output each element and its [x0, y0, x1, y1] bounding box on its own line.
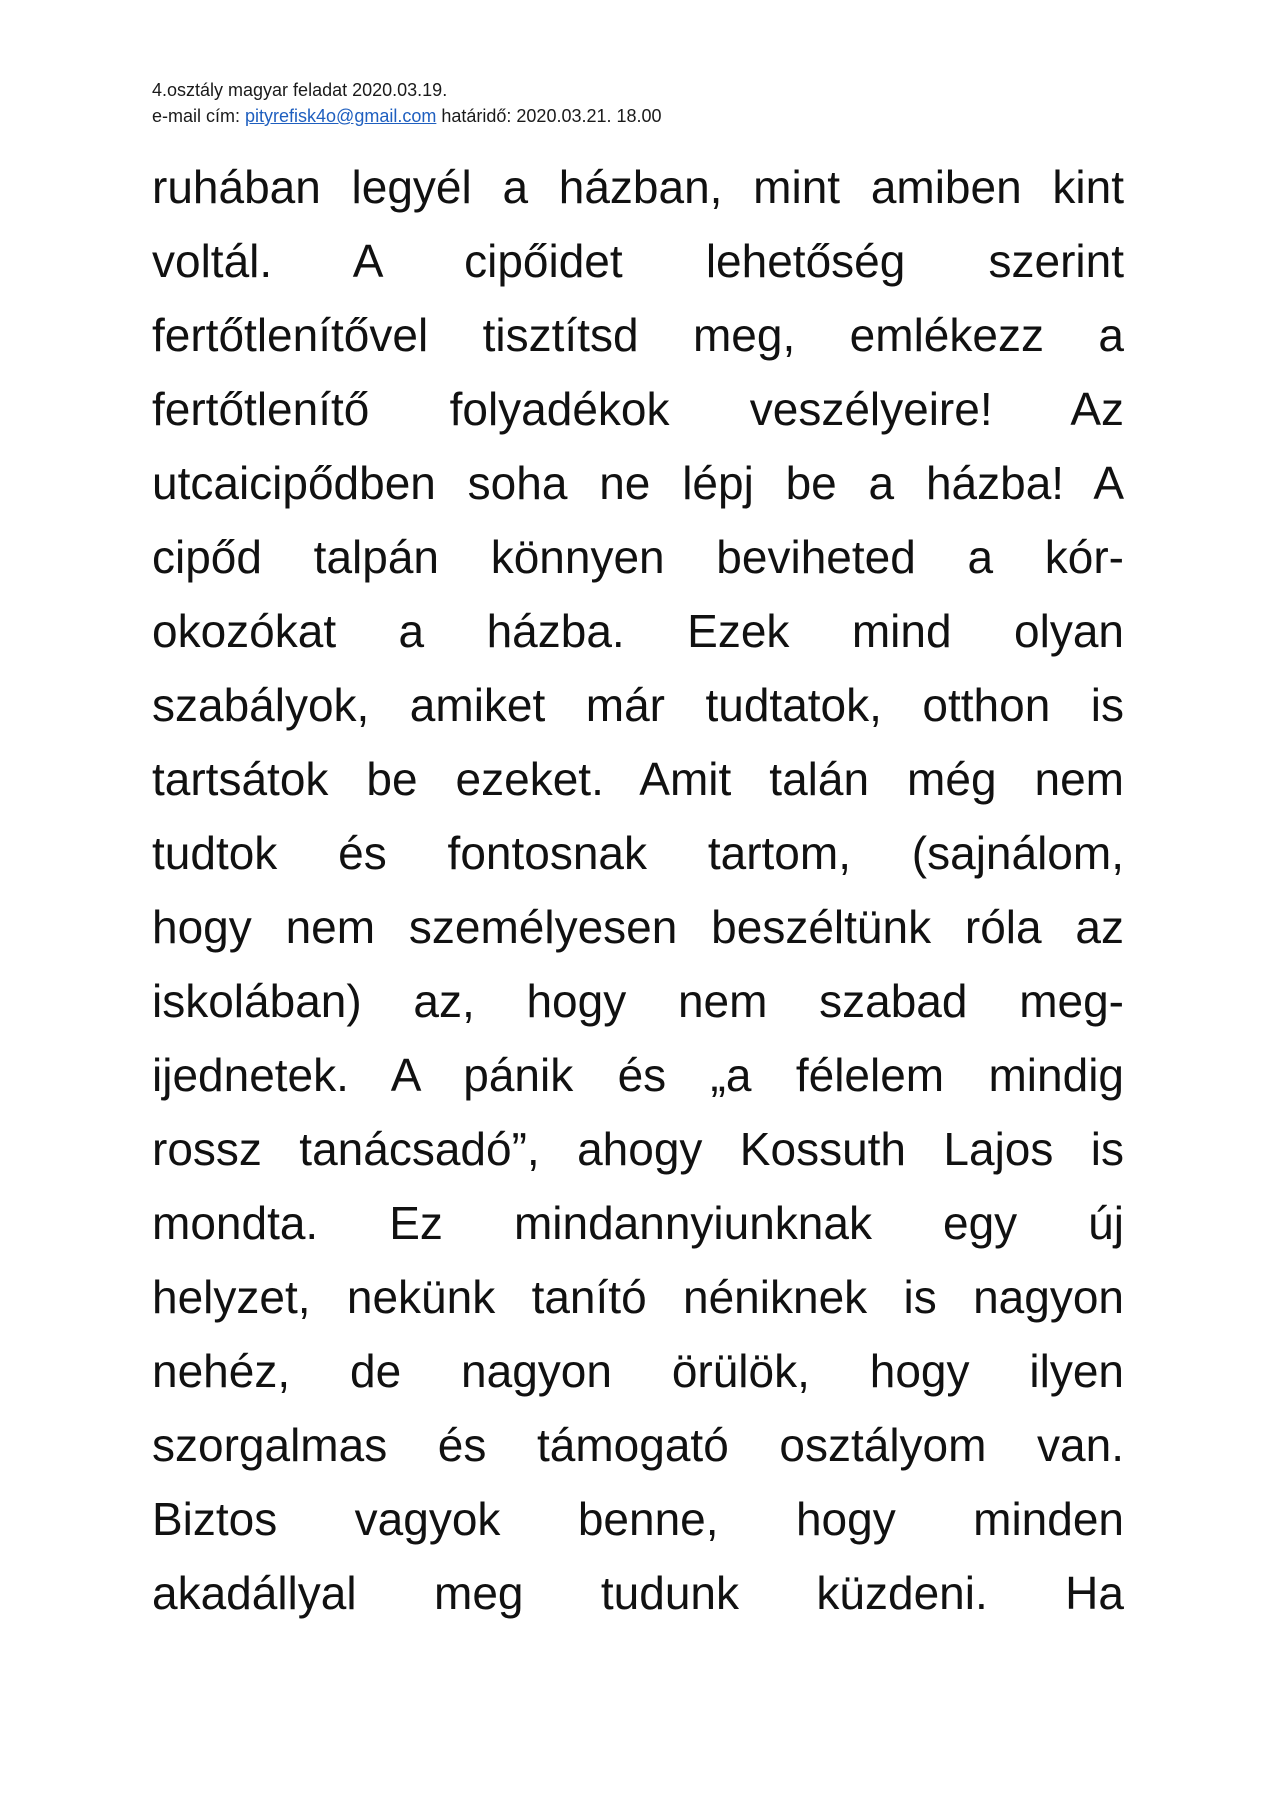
body-line: akadállyal meg tudunk küzdeni. Ha [152, 1567, 1124, 1619]
body-line: fertőtlenítővel tisztítsd meg, emlékezz a [152, 309, 1124, 361]
body-line: ruhában legyél a házban, mint amiben kint [152, 161, 1124, 213]
body-line: ijednetek. A pánik és „a félelem mindig [152, 1049, 1124, 1101]
header-contact-line [152, 103, 1112, 129]
body-paragraph [152, 150, 1124, 1630]
body-line: fertőtlenítő folyadékok veszélyeire! Az [152, 383, 1124, 435]
body-line: nehéz, de nagyon örülök, hogy ilyen [152, 1345, 1124, 1397]
body-line: tudtok és fontosnak tartom, (sajnálom, [152, 827, 1124, 879]
deadline-text: határidő: 2020.03.21. 18.00 [436, 106, 662, 126]
body-line: Biztos vagyok benne, hogy minden [152, 1493, 1124, 1545]
body-line: szorgalmas és támogató osztályom van. [152, 1419, 1124, 1471]
body-line: hogy nem személyesen beszéltünk róla az [152, 901, 1124, 953]
email-label: e-mail cím: [152, 106, 246, 126]
body-line: helyzet, nekünk tanító néniknek is nagyon [152, 1271, 1124, 1323]
body-line: tartsátok be ezeket. Amit talán még nem [152, 753, 1124, 805]
body-line: utcaicipődben soha ne lépj be a házba! A [152, 457, 1124, 509]
body-line: rossz tanácsadó”, ahogy Kossuth Lajos is [152, 1123, 1124, 1175]
email-link[interactable]: pityrefisk4o@gmail.com [245, 106, 437, 126]
header-title: 4.osztály magyar feladat 2020.03.19. [152, 80, 448, 100]
body-line: iskolában) az, hogy nem szabad meg- [152, 975, 1124, 1027]
body-line: cipőd talpán könnyen beviheted a kór- [152, 531, 1124, 583]
body-line: voltál. A cipőidet lehetőség szerint [152, 235, 1124, 287]
body-line: okozókat a házba. Ezek mind olyan [152, 605, 1124, 657]
body-line: mondta. Ez mindannyiunknak egy új [152, 1197, 1124, 1249]
page-header [152, 77, 1112, 129]
body-line: szabályok, amiket már tudtatok, otthon is [152, 679, 1124, 731]
